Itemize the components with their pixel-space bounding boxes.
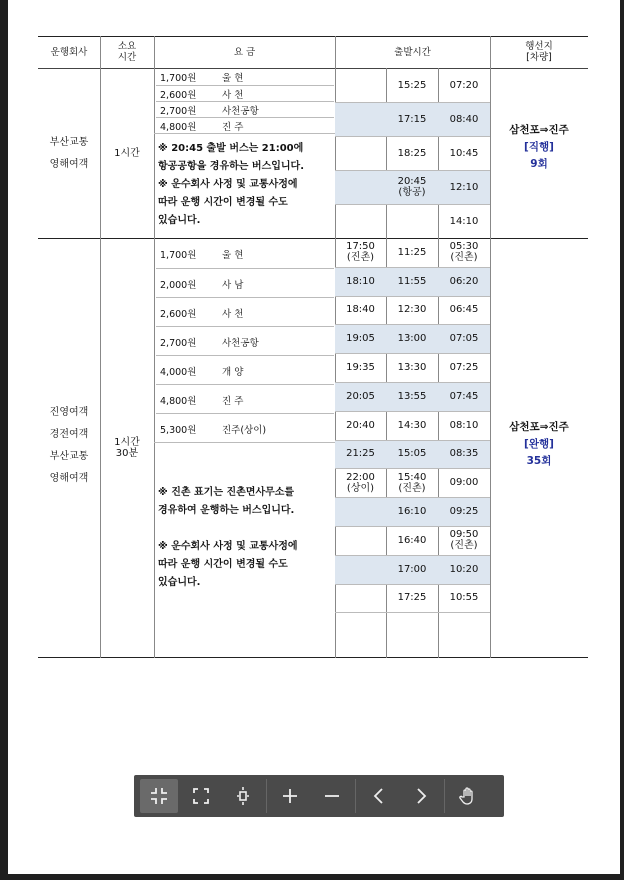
fare-row — [156, 69, 334, 85]
section1-dest-name: 삼천포⇒진주 — [509, 124, 569, 136]
departure-time: 10:55 — [449, 592, 479, 604]
departure-time: 18:10 — [346, 275, 375, 287]
departure-time: 10:45 — [449, 147, 479, 159]
departure-time: 17:25 — [397, 592, 427, 604]
departure-time: 18:40 — [346, 304, 375, 316]
departure-time: 07:25 — [449, 362, 479, 374]
pan-tool-button[interactable] — [449, 779, 487, 813]
header-destination: 행선지 [차량] — [525, 41, 553, 63]
departure-time: 13:55 — [397, 390, 427, 402]
departure-time: 14:10 — [449, 215, 479, 227]
fare-destination: 진 주 — [222, 122, 244, 133]
fare-destination: 개 양 — [222, 366, 244, 378]
fare-price: 4,800원 — [160, 395, 197, 407]
departure-time: 20:45 (항공) — [397, 176, 427, 198]
fare-divider — [154, 133, 335, 134]
fare-destination: 사천공항 — [222, 337, 259, 349]
collapse-icon — [149, 786, 169, 806]
chevron-right-icon — [411, 786, 431, 806]
departure-time: 07:45 — [449, 390, 479, 402]
departure-time: 12:30 — [397, 304, 427, 316]
time-divider — [335, 612, 490, 613]
departure-time: 11:25 — [397, 246, 427, 258]
departure-time: 19:05 — [346, 333, 375, 345]
section1-route-type: [직행] — [524, 141, 554, 153]
departure-time: 15:05 — [397, 448, 427, 460]
zoom-out-button[interactable] — [313, 779, 351, 813]
departure-time: 19:35 — [346, 362, 375, 374]
section2-operator: 진영여객 경전여객 부산교통 영해여객 — [49, 407, 89, 484]
fare-price: 1,700원 — [160, 73, 197, 84]
departure-time — [335, 102, 386, 136]
departure-time: 07:05 — [449, 333, 479, 345]
departure-time — [335, 526, 386, 555]
pdf-viewer-toolbar — [134, 775, 504, 817]
departure-time — [335, 497, 386, 526]
fare-destination: 사 남 — [222, 279, 244, 291]
fare-destination: 울 현 — [222, 249, 244, 261]
departure-time: 13:30 — [397, 362, 427, 374]
departure-time — [335, 136, 386, 170]
departure-time: 22:00 (상이) — [346, 471, 375, 494]
departure-time: 10:20 — [449, 563, 479, 575]
departure-time: 18:25 — [397, 147, 427, 159]
toolbar-divider — [444, 779, 445, 813]
section1-note-schedule: ※ 운수회사 사정 및 교통사정에 따라 운행 시간이 변경될 수도 있습니다. — [158, 179, 298, 226]
fare-price: 2,700원 — [160, 337, 197, 349]
toolbar-divider — [355, 779, 356, 813]
departure-time: 09:50 (진촌) — [449, 529, 479, 552]
fit-width-button[interactable] — [224, 779, 262, 813]
section1-note-airport: ※ 20:45 출발 버스는 21:00에 항공공항을 경유하는 버스입니다. — [158, 143, 305, 172]
header-fare: 요 금 — [233, 46, 256, 58]
expand-icon — [191, 786, 211, 806]
departure-time: 08:10 — [449, 419, 479, 431]
section2-duration: 1시간 30분 — [114, 436, 140, 459]
header-departure: 출발시간 — [394, 46, 431, 58]
departure-time: 13:00 — [397, 333, 427, 345]
plus-icon — [280, 786, 300, 806]
departure-time: 15:40 (진촌) — [397, 471, 427, 494]
fare-price: 2,700원 — [160, 106, 197, 117]
fare-destination: 진주(상이) — [222, 424, 267, 436]
zoom-in-button[interactable] — [271, 779, 309, 813]
fare-divider — [154, 442, 335, 443]
fare-row — [156, 297, 334, 327]
section2-note-schedule: ※ 운수회사 사정 및 교통사정에 따라 운행 시간이 변경될 수도 있습니다. — [158, 541, 298, 588]
section2-trip-count: 35회 — [526, 455, 552, 467]
departure-time: 05:30 (진촌) — [449, 241, 479, 264]
departure-time: 16:10 — [397, 506, 427, 518]
hand-icon — [458, 786, 478, 806]
previous-page-button[interactable] — [360, 779, 398, 813]
fare-price: 2,000원 — [160, 279, 197, 291]
toolbar-divider — [266, 779, 267, 813]
departure-time — [335, 204, 386, 238]
fare-destination: 사 천 — [222, 308, 244, 320]
fullscreen-button[interactable] — [182, 779, 220, 813]
departure-time: 07:20 — [449, 79, 479, 91]
fare-row — [156, 268, 334, 298]
bus-timetable — [38, 36, 588, 658]
departure-time: 15:25 — [397, 79, 427, 91]
fare-row — [156, 355, 334, 385]
fare-row — [156, 413, 334, 443]
fare-row — [156, 117, 334, 134]
departure-time: 06:20 — [449, 275, 479, 287]
fare-price: 1,700원 — [160, 249, 197, 261]
fare-price: 2,600원 — [160, 90, 197, 101]
section2-destination — [490, 419, 588, 470]
section1-operator: 부산교통 영해여객 — [49, 137, 89, 170]
next-page-button[interactable] — [402, 779, 440, 813]
fare-destination: 사 천 — [222, 90, 244, 101]
departure-time — [386, 204, 438, 238]
departure-time: 16:40 — [397, 534, 427, 546]
fare-destination: 진 주 — [222, 395, 244, 407]
departure-time: 14:30 — [397, 419, 427, 431]
departure-time: 08:40 — [449, 113, 479, 125]
section2-dest-name: 삼천포⇒진주 — [509, 421, 569, 433]
departure-time — [335, 584, 386, 613]
section2-note-jinchon: ※ 진촌 표기는 진촌면사무소를 경유하여 운행하는 버스입니다. — [158, 487, 295, 516]
departure-time: 11:55 — [397, 275, 427, 287]
departure-time: 12:10 — [449, 181, 479, 193]
fare-row — [156, 384, 334, 414]
fare-price: 4,000원 — [160, 366, 197, 378]
departure-time: 17:00 — [397, 563, 427, 575]
departure-time: 06:45 — [449, 304, 479, 316]
fare-row — [156, 85, 334, 102]
section1-trip-count: 9회 — [530, 158, 548, 170]
header-duration: 소요 시간 — [117, 41, 137, 63]
departure-time: 09:25 — [449, 506, 479, 518]
departure-time: 17:50 (진촌) — [346, 241, 375, 264]
departure-time: 21:25 — [346, 448, 375, 460]
fare-destination: 울 현 — [222, 73, 244, 84]
departure-time: 09:00 — [449, 477, 479, 489]
section1-destination — [490, 122, 588, 173]
fare-price: 4,800원 — [160, 122, 197, 133]
section2-route-type: [완행] — [524, 438, 554, 450]
fare-price: 5,300원 — [160, 424, 197, 436]
header-operator: 운행회사 — [50, 46, 88, 58]
fit-icon — [233, 786, 253, 806]
minus-icon — [322, 786, 342, 806]
fit-page-button[interactable] — [140, 779, 178, 813]
document-page — [8, 0, 620, 874]
departure-time — [335, 555, 386, 584]
departure-time: 08:35 — [449, 448, 479, 460]
section1-duration: 1시간 — [114, 147, 140, 159]
departure-time: 17:15 — [397, 113, 427, 125]
chevron-left-icon — [369, 786, 389, 806]
departure-time: 20:40 — [346, 419, 375, 431]
departure-time — [335, 170, 386, 204]
fare-price: 2,600원 — [160, 308, 197, 320]
fare-row — [156, 101, 334, 118]
departure-time — [335, 68, 386, 102]
departure-time: 20:05 — [346, 390, 375, 402]
fare-row — [156, 239, 334, 268]
fare-destination: 사천공항 — [222, 106, 259, 117]
fare-row — [156, 326, 334, 356]
